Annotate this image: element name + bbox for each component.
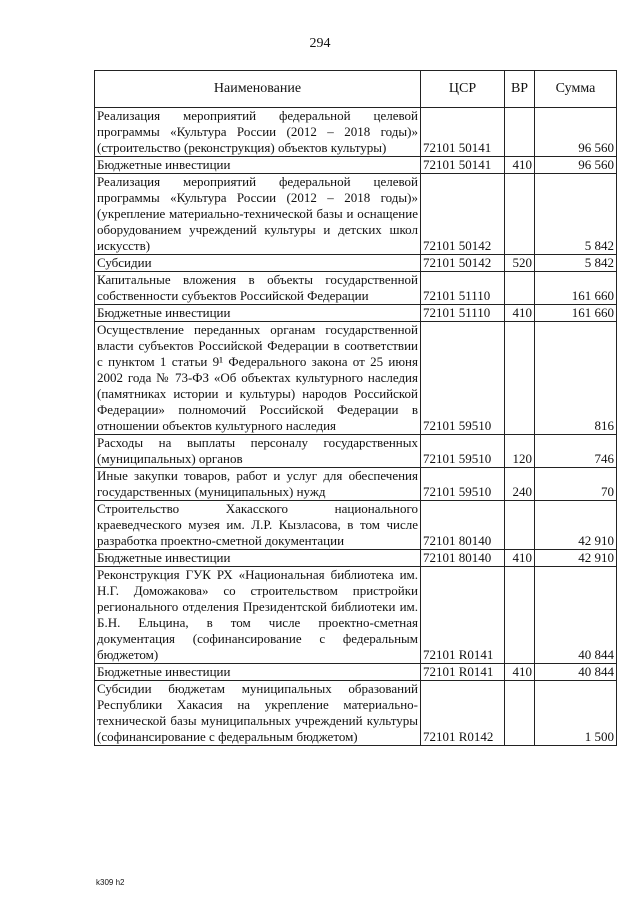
table-row — [95, 681, 617, 746]
column-header-csr: ЦСР — [421, 71, 505, 108]
cell-sum: 746 — [535, 435, 617, 468]
cell-sum: 96 560 — [535, 157, 617, 174]
cell-name: Субсидии бюджетам муниципальных образований Республики Хакасия на укрепление материально-технической базы муниципальных учреждений культуры (софинансирование с федеральным бюджетом) — [95, 681, 421, 746]
page-number: 294 — [309, 36, 331, 51]
cell-name: Расходы на выплаты персоналу государственных (муниципальных) органов — [95, 435, 421, 468]
cell-vr: 410 — [505, 550, 535, 567]
cell-csr: 72101 50142 — [421, 174, 505, 255]
cell-vr — [505, 322, 535, 435]
cell-sum: 5 842 — [535, 174, 617, 255]
cell-name: Капитальные вложения в объекты государственной собственности субъектов Российской Федерации — [95, 272, 421, 305]
table-row — [95, 501, 617, 550]
cell-csr: 72101 50141 — [421, 157, 505, 174]
cell-vr — [505, 174, 535, 255]
cell-sum: 816 — [535, 322, 617, 435]
cell-name: Реализация мероприятий федеральной целевой программы «Культура России (2012 – 2018 годы)» (строительство (реконструкция) объектов культуры) — [95, 108, 421, 157]
cell-sum: 5 842 — [535, 255, 617, 272]
cell-sum: 40 844 — [535, 664, 617, 681]
cell-vr — [505, 108, 535, 157]
cell-sum: 70 — [535, 468, 617, 501]
cell-csr: 72101 51110 — [421, 272, 505, 305]
cell-sum: 161 660 — [535, 272, 617, 305]
table-row — [95, 108, 617, 157]
cell-name: Иные закупки товаров, работ и услуг для обеспечения государственных (муниципальных) нужд — [95, 468, 421, 501]
cell-name: Бюджетные инвестиции — [95, 305, 421, 322]
column-header-name: Наименование — [95, 71, 421, 108]
cell-csr: 72101 50141 — [421, 108, 505, 157]
column-header-sum: Сумма — [535, 71, 617, 108]
table-row — [95, 664, 617, 681]
table-row — [95, 322, 617, 435]
column-header-vr: ВР — [505, 71, 535, 108]
table-header-row — [95, 71, 617, 108]
cell-vr — [505, 272, 535, 305]
cell-sum: 1 500 — [535, 681, 617, 746]
table-row — [95, 468, 617, 501]
cell-sum: 42 910 — [535, 550, 617, 567]
cell-vr: 410 — [505, 305, 535, 322]
cell-csr: 72101 51110 — [421, 305, 505, 322]
cell-csr: 72101 59510 — [421, 468, 505, 501]
table-row — [95, 174, 617, 255]
cell-sum: 161 660 — [535, 305, 617, 322]
cell-sum: 42 910 — [535, 501, 617, 550]
table-row — [95, 305, 617, 322]
table-row — [95, 272, 617, 305]
table-row — [95, 567, 617, 664]
budget-table — [94, 70, 617, 746]
cell-csr: 72101 59510 — [421, 322, 505, 435]
cell-vr: 120 — [505, 435, 535, 468]
cell-csr: 72101 R0142 — [421, 681, 505, 746]
table-row — [95, 157, 617, 174]
cell-name: Субсидии — [95, 255, 421, 272]
cell-csr: 72101 59510 — [421, 435, 505, 468]
cell-name: Бюджетные инвестиции — [95, 157, 421, 174]
cell-name: Бюджетные инвестиции — [95, 664, 421, 681]
cell-vr — [505, 501, 535, 550]
cell-name: Строительство Хакасского национального краеведческого музея им. Л.Р. Кызласова, в том числе разработка проектно-сметной документации — [95, 501, 421, 550]
cell-vr: 410 — [505, 664, 535, 681]
cell-name: Реализация мероприятий федеральной целевой программы «Культура России (2012 – 2018 годы)» (укрепление материально-технической базы и оснащение оборудованием учреждений культуры и детских школ искусств) — [95, 174, 421, 255]
cell-name: Осуществление переданных органам государственной власти субъектов Российской Федерации в соответствии с пунктом 1 статьи 9¹ Федерального закона от 25 июня 2002 года № 73-ФЗ «Об объектах культурного наследия (памятниках истории и культуры) народов Российской Федерации» полномочий Российской Федерации в отношении объектов культурного наследия — [95, 322, 421, 435]
table-row — [95, 435, 617, 468]
cell-csr: 72101 R0141 — [421, 664, 505, 681]
cell-sum: 40 844 — [535, 567, 617, 664]
cell-vr: 520 — [505, 255, 535, 272]
cell-vr: 240 — [505, 468, 535, 501]
table-row — [95, 550, 617, 567]
cell-name: Реконструкция ГУК РХ «Национальная библиотека им. Н.Г. Доможакова» со строительством пристройки регионального отделения Президентской библиотеки им. Б.Н. Ельцина, в том числе проектно-сметная документация (софинансирование с федеральным бюджетом) — [95, 567, 421, 664]
cell-csr: 72101 50142 — [421, 255, 505, 272]
cell-csr: 72101 80140 — [421, 550, 505, 567]
cell-sum: 96 560 — [535, 108, 617, 157]
cell-name: Бюджетные инвестиции — [95, 550, 421, 567]
cell-csr: 72101 80140 — [421, 501, 505, 550]
cell-vr: 410 — [505, 157, 535, 174]
table-row — [95, 255, 617, 272]
cell-vr — [505, 567, 535, 664]
cell-csr: 72101 R0141 — [421, 567, 505, 664]
cell-vr — [505, 681, 535, 746]
document-code: k309 h2 — [96, 878, 125, 887]
